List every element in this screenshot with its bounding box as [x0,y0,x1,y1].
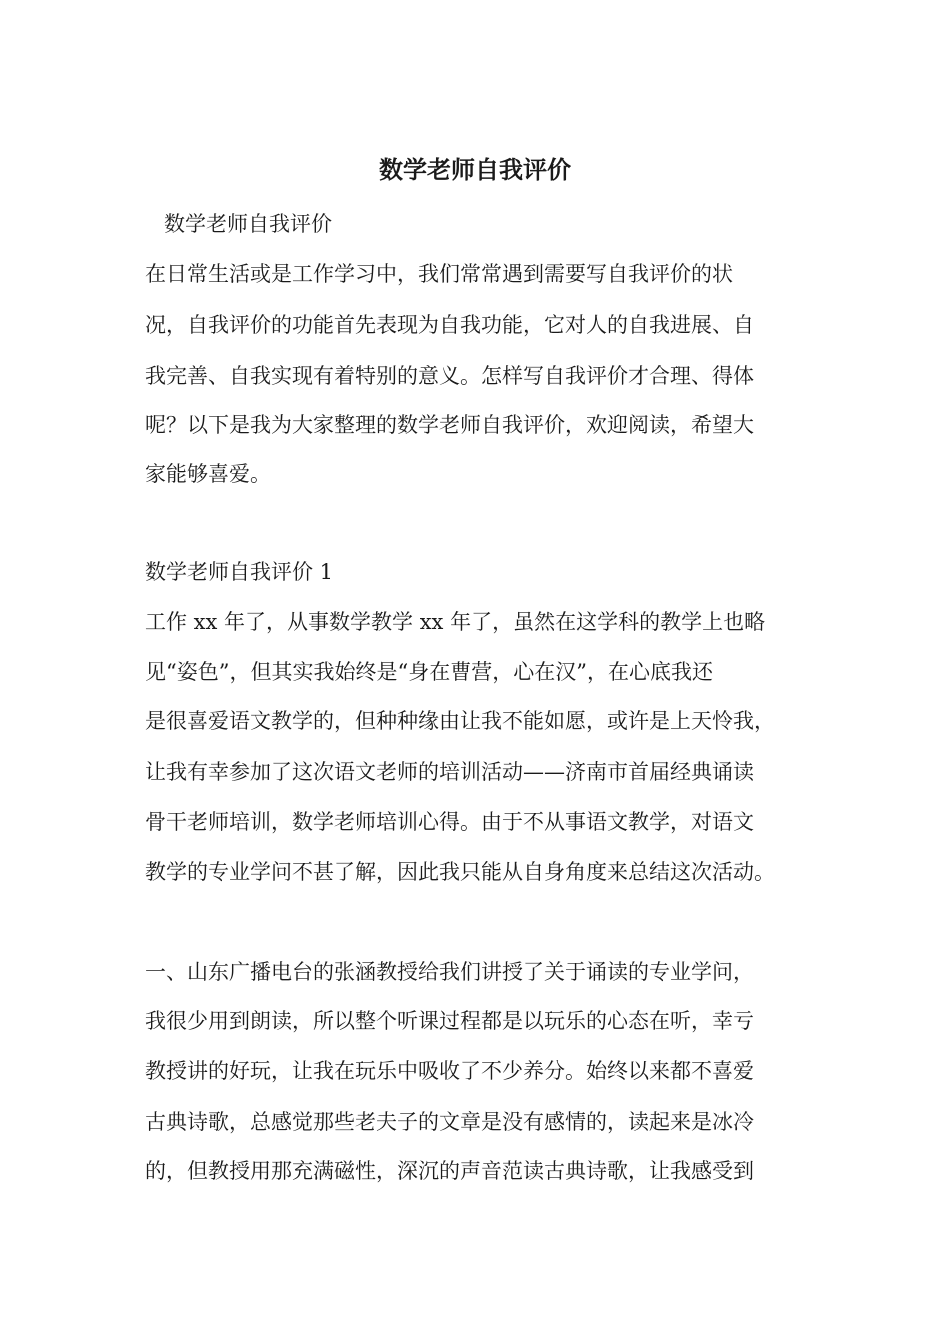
section2-line: 的，但教授用那充满磁性，深沉的声音范读古典诗歌，让我感受到 [145,1159,754,1183]
section1-line: 见“姿色”，但其实我始终是“身在曹营，心在汉”，在心底我还 [145,660,713,684]
section1-line: 让我有幸参加了这次语文老师的培训活动——济南市首届经典诵读 [145,760,754,784]
section1-line: 是很喜爱语文教学的，但种种缘由让我不能如愿，或许是上天怜我， [145,709,775,733]
intro-line: 家能够喜爱。 [145,462,271,486]
intro-line: 况，自我评价的功能首先表现为自我功能，它对人的自我进展、自 [145,313,754,337]
intro-line: 我完善、自我实现有着特别的意义。怎样写自我评价才合理、得体 [145,364,754,388]
intro-line: 呢？以下是我为大家整理的数学老师自我评价，欢迎阅读，希望大 [145,413,754,437]
section-heading: 数学老师自我评价 1 [145,560,334,584]
section1-line: 教学的专业学问不甚了解，因此我只能从自身角度来总结这次活动。 [145,860,775,884]
section2-line: 我很少用到朗读，所以整个听课过程都是以玩乐的心态在听，幸亏 [145,1009,754,1033]
document-title: 数学老师自我评价 [379,156,571,184]
section1-line: 骨干老师培训，数学老师培训心得。由于不从事语文教学，对语文 [145,810,754,834]
section2-line: 古典诗歌，总感觉那些老夫子的文章是没有感情的，读起来是冰冷 [145,1110,754,1134]
intro-line: 在日常生活或是工作学习中，我们常常遇到需要写自我评价的状 [145,262,733,286]
section2-line: 教授讲的好玩，让我在玩乐中吸收了不少养分。始终以来都不喜爱 [145,1059,754,1083]
section1-line: 工作 xx 年了，从事数学教学 xx 年了，虽然在这学科的教学上也略 [145,610,766,634]
document-subtitle: 数学老师自我评价 [164,212,332,236]
section2-line: 一、山东广播电台的张涵教授给我们讲授了关于诵读的专业学问， [145,960,754,984]
